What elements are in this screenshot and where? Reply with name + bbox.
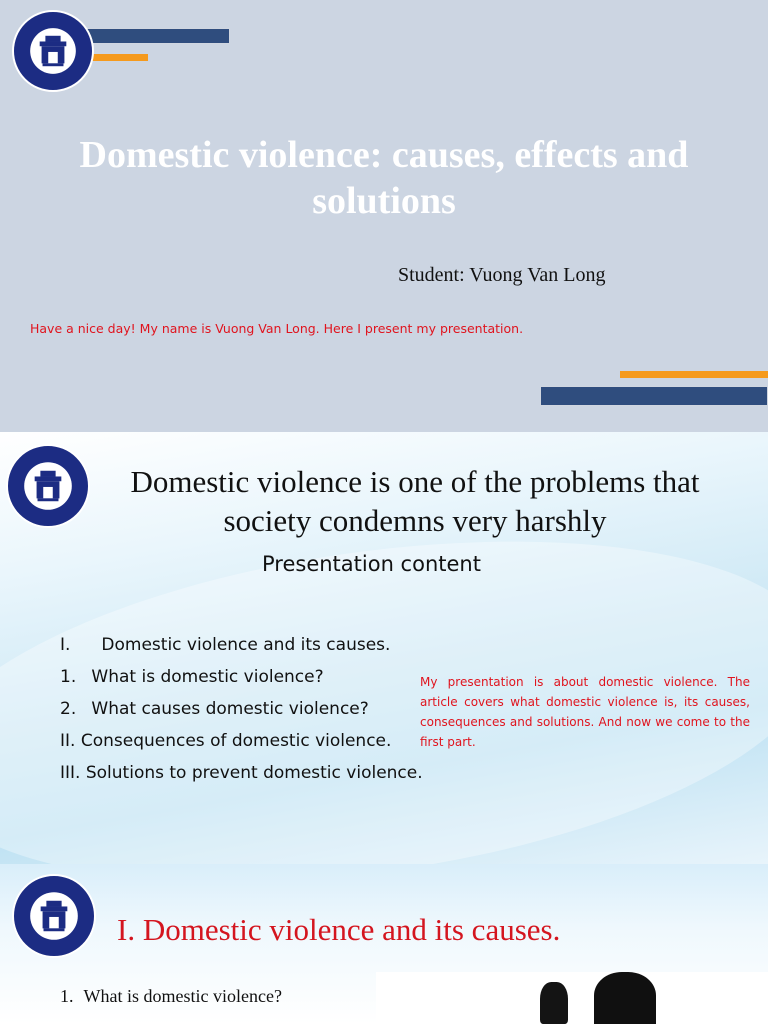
section-subheading: Presentation content [262, 552, 481, 576]
bottom-navy-bar [540, 386, 768, 406]
logo-emblem-icon [8, 446, 88, 526]
slide-title: Domestic violence: causes, effects and solutions [79, 134, 689, 222]
list-item: 1. What is domestic violence? [60, 986, 282, 1006]
content-list [60, 629, 480, 789]
logo-emblem-icon [14, 12, 92, 90]
list-item: 2. What causes domestic violence? [60, 699, 369, 719]
list-item: 1. What is domestic violence? [60, 667, 324, 687]
university-logo [6, 444, 90, 528]
list-item: II. Consequences of domestic violence. [60, 731, 392, 751]
student-name: Student: Vuong Van Long [398, 264, 606, 286]
list-item: I. Domestic violence and its causes. [60, 635, 391, 655]
speaker-note: Have a nice day! My name is Vuong Van Long. Here I present my presentation. [30, 321, 524, 336]
raised-fist-figure [540, 982, 568, 1024]
person-silhouette [594, 972, 656, 1024]
title-slide [0, 0, 768, 432]
university-logo [12, 10, 94, 92]
bottom-orange-bar [620, 371, 768, 378]
logo-emblem-icon [14, 876, 94, 956]
list-item: III. Solutions to prevent domestic violence. [60, 763, 423, 783]
content-slide [0, 432, 768, 864]
speaker-note: My presentation is about domestic violence. The article covers what domestic violence is, its causes, consequences and solutions. And now we come to the first part. [420, 675, 750, 749]
illustration-photo [376, 972, 768, 1024]
university-logo [12, 874, 96, 958]
section-heading: I. Domestic violence and its causes. [117, 912, 561, 947]
slide-heading: Domestic violence is one of the problems that society condemns very harshly [130, 464, 700, 538]
section-slide [0, 864, 768, 1024]
top-navy-bar [80, 28, 230, 44]
